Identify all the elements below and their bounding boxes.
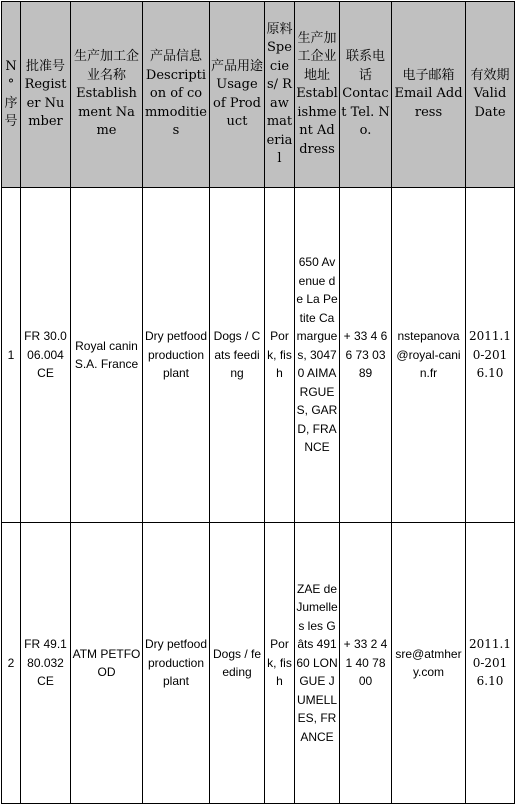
- cell-usage: Dogs / feeding: [210, 523, 265, 804]
- cell-valid-date: 2011.10-2016.10: [466, 188, 515, 523]
- cell-description: Dry petfood production plant: [143, 523, 210, 804]
- header-no: N° 序号: [2, 2, 21, 188]
- cell-no: 1: [2, 188, 21, 523]
- header-valid-date: 有效期 Valid Date: [466, 2, 515, 188]
- cell-address: 650 Avenue de La Petite Camargues, 30470 AIMARGUES, GARD, FRANCE: [295, 188, 340, 523]
- cell-establishment-name: Royal canin S.A. France: [71, 188, 143, 523]
- cell-species: Pork, fish: [265, 188, 295, 523]
- cell-email: sre@atmhery.com: [392, 523, 466, 804]
- cell-tel: + 33 4 66 73 03 89: [340, 188, 392, 523]
- cell-tel: + 33 2 41 40 78 00: [340, 523, 392, 804]
- header-usage: 产品用途 Usage of Product: [210, 2, 265, 188]
- cell-species: Pork, fish: [265, 523, 295, 804]
- header-row: [2, 2, 515, 188]
- header-establishment-name: 生产加工企业名称 Establishment Name: [71, 2, 143, 188]
- cell-register-number: FR 49.180.032 CE: [21, 523, 71, 804]
- header-species: 原料 Species/ Raw material: [265, 2, 295, 188]
- header-email: 电子邮箱 Email Address: [392, 2, 466, 188]
- cell-register-number: FR 30.006.004 CE: [21, 188, 71, 523]
- establishment-table: [1, 1, 515, 804]
- cell-address: ZAE de Jumelles les Gâts 49160 LONGUE JUMELLES, FRANCE: [295, 523, 340, 804]
- table-row: [2, 523, 515, 804]
- cell-valid-date: 2011.10-2016.10: [466, 523, 515, 804]
- cell-email: nstepanova@royal-canin.fr: [392, 188, 466, 523]
- cell-no: 2: [2, 523, 21, 804]
- cell-description: Dry petfood production plant: [143, 188, 210, 523]
- header-register-number: 批准号 Register Number: [21, 2, 71, 188]
- table-row: [2, 188, 515, 523]
- header-address: 生产加工企业地址 Establishment Address: [295, 2, 340, 188]
- header-tel: 联系电话 Contact Tel. No.: [340, 2, 392, 188]
- cell-establishment-name: ATM PETFOOD: [71, 523, 143, 804]
- header-description: 产品信息 Description of commodities: [143, 2, 210, 188]
- cell-usage: Dogs / Cats feeding: [210, 188, 265, 523]
